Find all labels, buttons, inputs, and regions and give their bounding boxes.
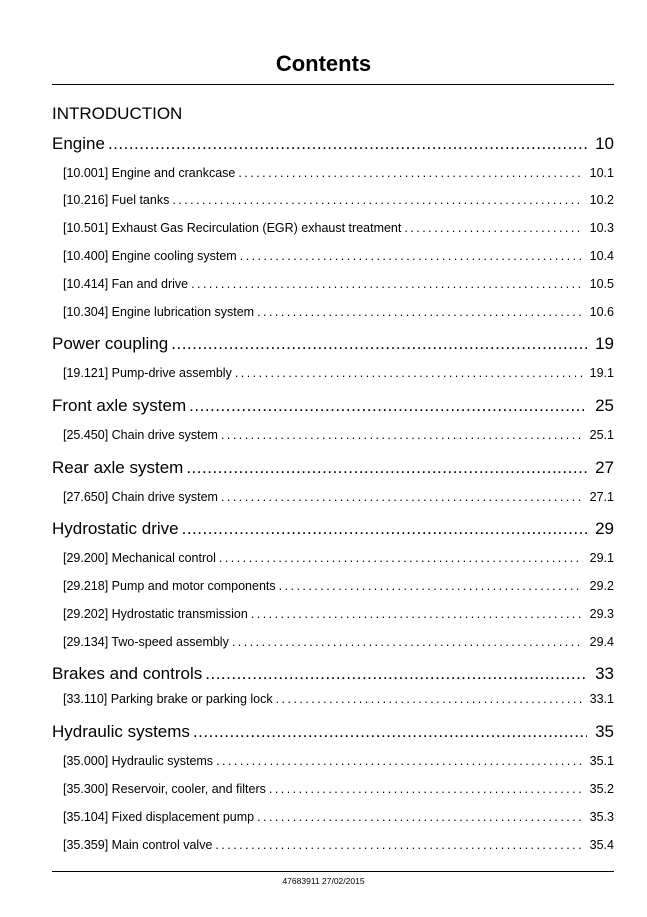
toc-chapter-entry[interactable]	[52, 664, 614, 686]
dot-leader	[186, 458, 587, 478]
toc-section-entry[interactable]	[63, 305, 614, 323]
toc-section-entry[interactable]	[63, 635, 614, 653]
section-title: [29.134] Two-speed assembly	[63, 635, 229, 649]
toc-section-entry[interactable]	[63, 692, 614, 710]
section-title: [29.218] Pump and motor components	[63, 579, 276, 593]
dot-leader	[221, 490, 583, 504]
page-number: 33	[595, 664, 614, 683]
chapter-title: Front axle system	[52, 396, 187, 415]
section-title: [35.359] Main control valve	[63, 838, 213, 852]
toc-section-entry[interactable]	[63, 551, 614, 569]
toc-section-entry[interactable]	[63, 166, 614, 184]
page-number: 35.2	[589, 782, 614, 796]
toc-section-entry[interactable]	[63, 221, 614, 239]
dot-leader	[221, 428, 583, 442]
section-title: [25.450] Chain drive system	[63, 428, 218, 442]
page-number: 10.5	[589, 277, 614, 291]
dot-leader	[193, 722, 587, 742]
toc-section-entry[interactable]	[63, 782, 614, 800]
page-number: 27	[595, 458, 614, 477]
page-number: 10.4	[589, 249, 614, 263]
section-title: [10.001] Engine and crankcase	[63, 166, 236, 180]
section-title: [29.202] Hydrostatic transmission	[63, 607, 248, 621]
toc-section-entry[interactable]	[63, 277, 614, 295]
page-number: 29.4	[589, 635, 614, 649]
page-number: 19.1	[589, 366, 614, 380]
dot-leader	[257, 305, 583, 319]
page-number: 29	[595, 519, 614, 538]
chapter-title: Hydrostatic drive	[52, 519, 179, 538]
page-number: 10.3	[589, 221, 614, 235]
section-title: [10.216] Fuel tanks	[63, 193, 170, 207]
dot-leader	[257, 810, 583, 824]
page-title: Contents	[275, 51, 372, 76]
dot-leader	[191, 277, 583, 291]
section-title: [10.400] Engine cooling system	[63, 249, 237, 263]
dot-leader	[238, 166, 583, 180]
dot-leader	[172, 193, 583, 207]
toc-section-entry[interactable]	[63, 193, 614, 211]
toc-chapter-entry[interactable]	[52, 519, 614, 541]
page-number: 25.1	[589, 428, 614, 442]
toc-chapter-entry[interactable]	[52, 134, 614, 156]
page-number: 27.1	[589, 490, 614, 504]
page-number: 35	[595, 722, 614, 741]
dot-leader	[240, 249, 583, 263]
dot-leader	[279, 579, 583, 593]
chapter-title: Brakes and controls	[52, 664, 203, 683]
toc-section-entry[interactable]	[63, 490, 614, 508]
page-number: 10	[595, 134, 614, 153]
section-title: [27.650] Chain drive system	[63, 490, 218, 504]
footer-doc-id: 47683911 27/02/2015	[282, 876, 365, 886]
section-title: [10.304] Engine lubrication system	[63, 305, 255, 319]
dot-leader	[276, 692, 583, 706]
dot-leader	[108, 134, 587, 154]
chapter-title: Hydraulic systems	[52, 722, 190, 741]
page-number: 29.1	[589, 551, 614, 565]
page-number: 10.2	[589, 193, 614, 207]
toc-section-entry[interactable]	[63, 810, 614, 828]
section-title: [29.200] Mechanical control	[63, 551, 216, 565]
section-title: [35.000] Hydraulic systems	[63, 754, 214, 768]
toc-section-entry[interactable]	[63, 579, 614, 597]
page-number: 25	[595, 396, 614, 415]
introduction-heading[interactable]: INTRODUCTION	[52, 104, 183, 123]
page-number: 35.3	[589, 810, 614, 824]
page-number: 35.1	[589, 754, 614, 768]
section-title: [35.104] Fixed displacement pump	[63, 810, 255, 824]
page-number: 35.4	[589, 838, 614, 852]
chapter-title: Engine	[52, 134, 105, 153]
dot-leader	[171, 334, 587, 354]
page-number: 33.1	[589, 692, 614, 706]
dot-leader	[219, 551, 583, 565]
dot-leader	[189, 396, 587, 416]
toc-section-entry[interactable]	[63, 366, 614, 384]
page-number: 10.6	[589, 305, 614, 319]
dot-leader	[215, 838, 583, 852]
toc-chapter-entry[interactable]	[52, 334, 614, 356]
chapter-title: Power coupling	[52, 334, 169, 353]
toc-chapter-entry[interactable]	[52, 458, 614, 480]
chapter-title: Rear axle system	[52, 458, 184, 477]
dot-leader	[235, 366, 583, 380]
section-title: [35.300] Reservoir, cooler, and filters	[63, 782, 266, 796]
section-title: [10.501] Exhaust Gas Recirculation (EGR) exhaust treatment	[63, 221, 402, 235]
dot-leader	[182, 519, 587, 539]
page-number: 10.1	[589, 166, 614, 180]
toc-section-entry[interactable]	[63, 428, 614, 446]
toc-section-entry[interactable]	[63, 838, 614, 856]
toc-chapter-entry[interactable]	[52, 722, 614, 744]
dot-leader	[232, 635, 583, 649]
toc-chapter-entry[interactable]	[52, 396, 614, 418]
dot-leader	[251, 607, 583, 621]
dot-leader	[269, 782, 583, 796]
toc-section-entry[interactable]	[63, 754, 614, 772]
footer-divider	[52, 871, 614, 872]
dot-leader	[205, 664, 587, 684]
dot-leader	[404, 221, 583, 235]
toc-section-entry[interactable]	[63, 607, 614, 625]
toc-section-entry[interactable]	[63, 249, 614, 267]
section-title: [19.121] Pump-drive assembly	[63, 366, 232, 380]
page-number: 29.3	[589, 607, 614, 621]
page-number: 19	[595, 334, 614, 353]
section-title: [10.414] Fan and drive	[63, 277, 189, 291]
page-number: 29.2	[589, 579, 614, 593]
section-title: [33.110] Parking brake or parking lock	[63, 692, 273, 706]
dot-leader	[216, 754, 583, 768]
title-divider	[52, 84, 614, 85]
